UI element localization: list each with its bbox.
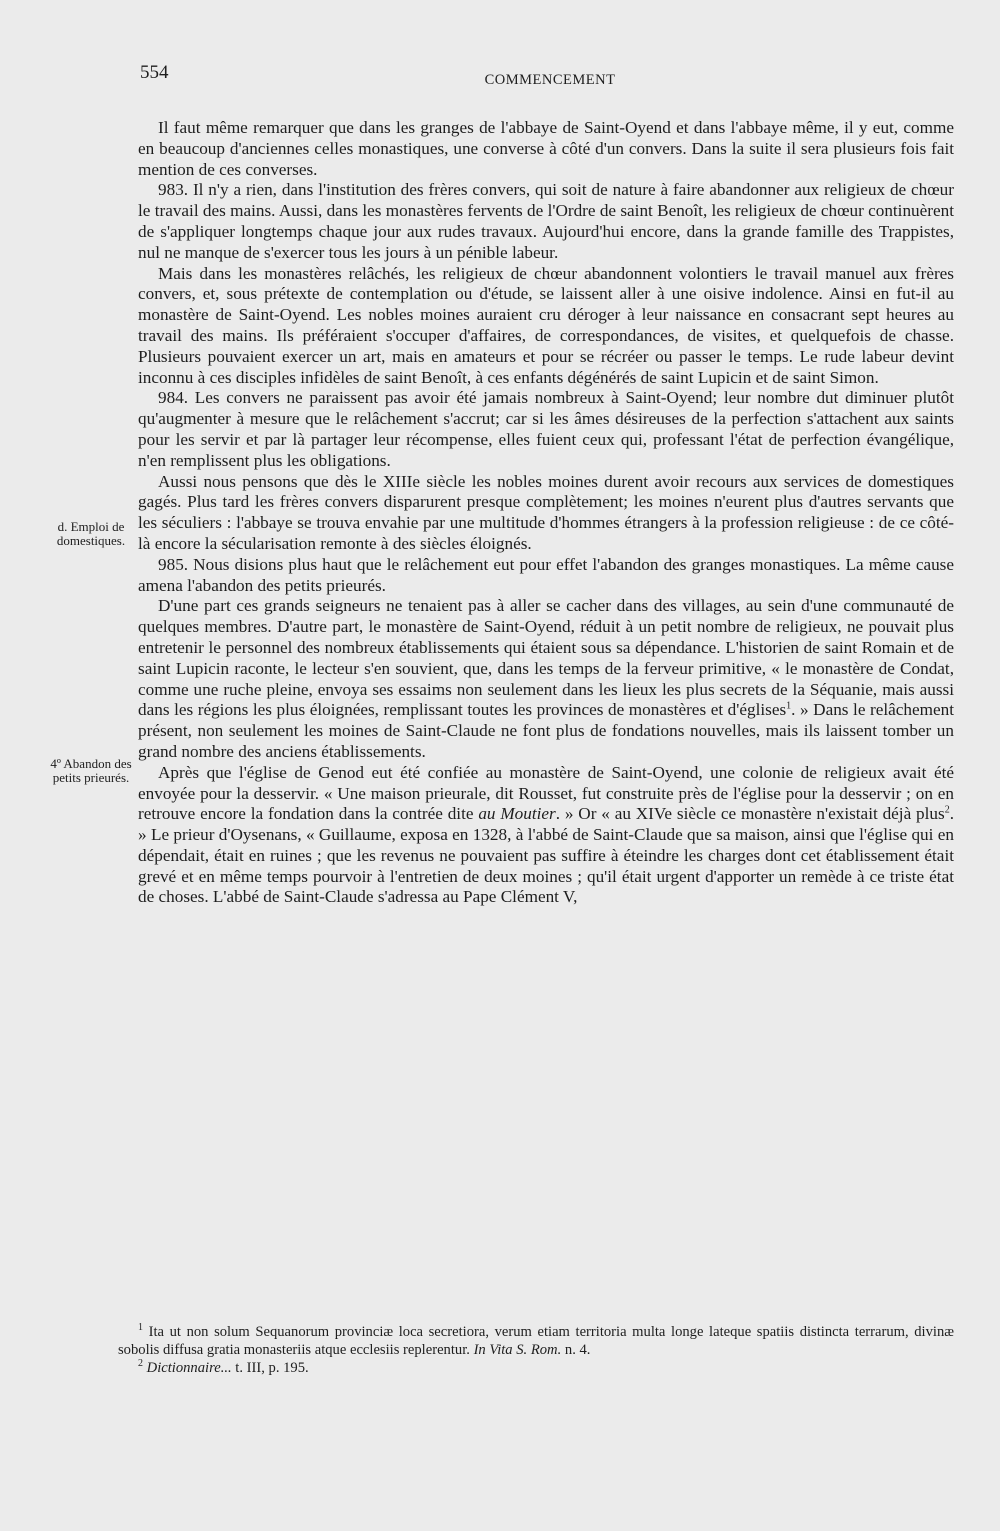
footnote-text: Ita ut non solum Sequanorum provinciæ loca secretiora, verum etiam territoria multa longe lateque spatiis distincta terrarum, divinæ sobolis diffusa gratia monasteriis atque ecclesiis replerentur. [118,1324,954,1358]
page-header [140,62,960,92]
text-run: . » Dans le relâchement présent, non seulement les moines de Saint-Claude ne font plus de fondations nouvelles, mais ils laissent tomber un grand nombre des anciens établissements. [138,700,955,761]
body-text [138,118,954,908]
footnote-ref: 1 [786,700,792,712]
paragraph-985: 985. Nous disions plus haut que le relâchement eut pour effet l'abandon des granges monastiques. La même cause amena l'abandon des petits prieurés. [138,554,954,595]
paragraph: Il faut même remarquer que dans les granges de l'abbaye de Saint-Oyend et dans l'abbaye même, il y eut, comme en beaucoup d'anciennes celles monastiques, une converse à côté d'un convers. Dans la suite il sera plusieurs fois fait mention de ces converses. [138,118,954,179]
text-run: D'une part ces grands seigneurs ne tenaient pas à aller se cacher dans des villages, au sein d'une communauté de quelques membres. D'autre part, le monastère de Saint-Oyend, réduit à un petit nombre de religieux, ne pouvait plus entretenir le personnel des nombreux établissements qui étaient sous sa dépendance. L'historien de saint Romain et de saint Lupicin raconte, le lecteur s'en souvient, que, dans les temps de la ferveur primitive, « le monastère de Condat, comme une ruche pleine, envoya ses essaims non seulement dans les lieux les plus secrets de la Séquanie, mais aussi dans les régions les plus éloignées, remplissant toutes les provinces de monastères et d'églises [138,596,954,720]
italic-run: au Moutier [478,804,556,824]
footnote-italic: Dictionnaire... [146,1360,232,1376]
margin-note-emploi-domestiques: d. Emploi de domestiques. [56,519,126,548]
footnote-number: 2 [138,1358,143,1370]
margin-note-abandon-prieures: 4º Abandon des petits prieurés. [50,756,132,785]
paragraph [138,596,954,762]
paragraph: Mais dans les monastères relâchés, les religieux de chœur abandonnent volontiers le travail manuel aux frères convers, et, sous prétexte de contemplation ou d'étude, se laissent aller à une oisive indolence. Ainsi en fut-il au monastère de Saint-Oyend. Les nobles moines auraient cru déroger à leur naissance en consacrant sept heures au travail des mains. Ils préféraient s'occuper d'affaires, de correspondances, de visites, et quelquefois de chasse. Plusieurs pouvaient exercer un art, mais en amateurs et pour se récréer ou passer le temps. Le rude labeur devint inconnu à ces disciples infidèles de saint Benoît, à ces enfants dégénérés de saint Lupicin et de saint Simon. [138,263,954,387]
footnote-italic: In Vita S. Rom. [473,1342,562,1358]
page-number: 554 [140,62,169,83]
paragraph [138,763,954,909]
footnote-number: 1 [138,1322,143,1334]
footnote-1 [118,1323,954,1359]
text-run: . » Or « au XIVe siècle ce monastère n'existait déjà plus [555,804,945,824]
footnote-text: n. 4. [561,1342,591,1358]
footnote-ref: 2 [944,804,950,816]
running-head: COMMENCEMENT [484,72,616,88]
paragraph-983: 983. Il n'y a rien, dans l'institution des frères convers, qui soit de nature à faire abandonner aux religieux de chœur le travail des mains. Aussi, dans les monastères fervents de l'Ordre de saint Benoît, les religieux de chœur continuèrent de s'appliquer longtemps chaque jour aux rudes travaux. Aujourd'hui encore, dans la grande famille des Trappistes, nul ne manque de s'exercer tous les jours à un pénible labeur. [138,180,954,262]
paragraph: Aussi nous pensons que dès le XIIIe siècle les nobles moines durent avoir recours aux services de domestiques gagés. Plus tard les frères convers disparurent presque complètement; les moines n'eurent plus d'autres servants que les séculiers : l'abbaye se trouva envahie par une multitude d'hommes étrangers à la profession religieuse : de ce côté-là encore la sécularisation remonte à des siècles éloignés. [138,471,954,553]
footnote-2 [118,1359,954,1377]
paragraph-984: 984. Les convers ne paraissent pas avoir été jamais nombreux à Saint-Oyend; leur nombre dut diminuer plutôt qu'augmenter à mesure que le relâchement s'accrut; car si les âmes désireuses de la perfection s'attachent aux saints pour les servir et par là partager leur récompense, elles fuient ceux qui, professant l'état de perfection évangélique, n'en remplissent plus les obligations. [138,388,954,470]
footnote-text: t. III, p. 195. [231,1360,309,1376]
text-run: Après que l'église de Genod eut été confiée au monastère de Saint-Oyend, une colonie de religieux avait été envoyée pour la desservir. « Une maison prieurale, dit Rousset, fut construite près de l'église pour la desservir ; on en retrouve encore la fondation dans la contrée dite [138,762,954,824]
text-run: . » Le prieur d'Oysenans, « Guillaume, exposa en 1328, à l'abbé de Saint-Claude que sa maison, ainsi que l'église qui en dépendait, était en ruines ; que les revenus ne pouvaient pas suffire à éteindre les charges dont cet établissement était grevé et en même temps pourvoir à l'entretien de deux moines ; qu'il était urgent d'apporter un remède à ce triste état de choses. L'abbé de Saint-Claude s'adressa au Pape Clément V, [138,804,954,907]
footnotes [118,1323,954,1377]
